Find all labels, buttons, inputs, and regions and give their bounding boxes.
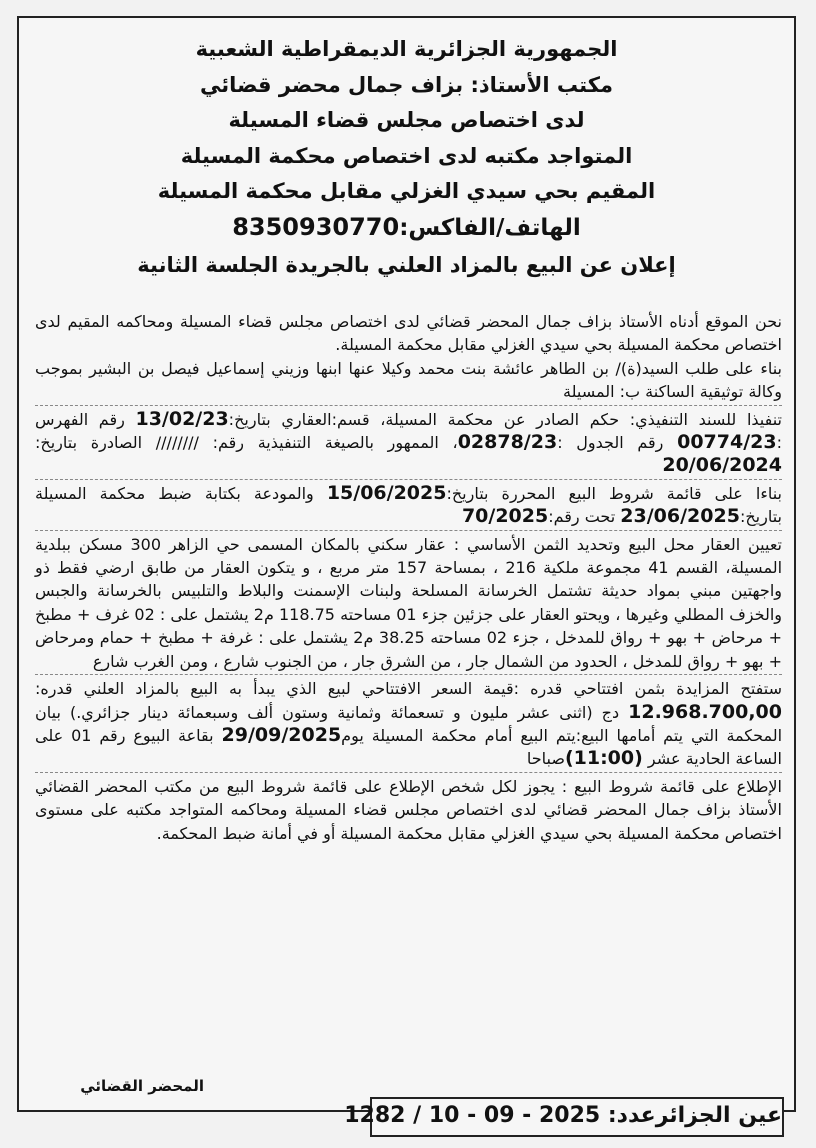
phone-label: الهاتف/الفاكس: [399, 214, 581, 241]
conditions-text: والمودعة بكتابة ضبط محكمة المسيلة بتاريخ: [35, 483, 782, 527]
auction-text: صباحا [526, 749, 565, 769]
reference-label: عين الجزائرعدد: [607, 1103, 782, 1128]
signature-title: المحضر القضائي [80, 1077, 204, 1095]
notice-paragraph: الإطلاع على قائمة شروط البيع : يجوز لكل شخص الإطلاع على قائمة شروط البيع من مكتب المحضر القضائي الأستاذ بزاف جمال المحضر قضائي لدى اختصاص مجلس قضاء المسيلة ومحاكمه المتواجد مكتبه على مستوى اختصاص محكمة المسيلة بحي سيدي الغزلي مقابل محكمة المسيلة أو في أمانة ضبط المحكمة. [35, 776, 782, 843]
divider [35, 772, 782, 774]
sale-time: (11:00) [564, 747, 643, 770]
execution-text: رقم الجدول : [557, 433, 678, 453]
deposit-number: 70/2025 [461, 505, 549, 528]
divider [35, 674, 782, 676]
header [19, 32, 794, 284]
conditions-date: 15/06/2025 [326, 481, 447, 504]
execution-text: تنفيذا للسند التنفيذي: حكم الصادر عن محكمة المسيلة، قسم:العقاري بتاريخ: [228, 409, 782, 429]
address-line: المقيم بحي سيدي الغزلي مقابل محكمة المسيلة [157, 179, 656, 203]
notice-body [35, 310, 782, 845]
intro-paragraph: نحن الموقع أدناه الأستاذ بزاف جمال المحضر قضائي لدى اختصاص مجلس قضاء المسيلة ومحاكمه المقيم لدى اختصاص محكمة المسيلة بحي سيدي الغزلي مقابل محكمة المسيلة. [35, 312, 782, 355]
issued-date: 20/06/2024 [662, 454, 782, 477]
reference-number: 1282 / 10 - 09 - 2025 [344, 1103, 601, 1128]
deposit-date: 23/06/2025 [620, 505, 740, 528]
jurisdiction-line: لدى اختصاص مجلس قضاء المسيلة [228, 108, 585, 132]
index-number: 00774/23 [677, 431, 777, 454]
phone-line [19, 210, 794, 247]
property-paragraph: تعيين العقار محل البيع وتحديد الثمن الأساسي : عقار سكني بالمكان المسمى حي الزاهر 300 مسكن ببلدية المسيلة، القسم 41 مجموعة ملكية 216 ، بمساحة 157 متر مربع ، و يتكون العقار من طابق ارضي فقط ذو واجهتين مبني بمواد حديثة تشتمل الخرسانة المسلحة ولبنات الإسمنت والبلاط والتلبيس بالخرسانة والجبس والخزف المطلي وغيرها ، ويحتو العقار على جزئين جزء 01 مساحته 118.75 م2 يشتمل على : 02 غرف + مطبخ + مرحاض + بهو + رواق للمدخل ، جزء 02 مساحته 38.25 م2 يشتمل على : غرفة + مطبخ + حمام ومرحاض + بهو + رواق للمدخل ، الحدود من الشمال جار ، من الشرق جار ، من الجنوب شارع ، ومن الغرب شارع [35, 534, 783, 671]
auction-text: ستفتح المزايدة بثمن افتتاحي قدره :قيمة السعر الافتتاحي لبيع الذي يبدأ به البيع بالمزاد العلني قدره: [35, 679, 782, 699]
publication-reference [344, 1097, 784, 1137]
request-paragraph: بناء على طلب السيد(ة)/ بن الطاهر عائشة بنت محمد وكيلا عنها ابنها وزيني إسماعيل فيصل بن البشير بموجب وكالة توثيقية الساكنة ب: المسيلة [35, 358, 782, 402]
location-line: المتواجد مكتبه لدى اختصاص محكمة المسيلة [180, 143, 633, 168]
auction-text: دج (اثنى عشر مليون و تسعمائة وثمانية وستون ألف وسبعمائة دينار جزائري.) بيان المحكمة التي يتم أمامها البيع:يتم البيع أمام محكمة المسيلة يوم [35, 702, 783, 745]
opening-price: 12.968.700,00 [628, 700, 782, 723]
notice-frame [17, 16, 796, 1112]
conditions-paragraph [35, 482, 782, 529]
conditions-text: بناءا على قائمة شروط البيع المحررة بتاريخ: [446, 483, 783, 503]
judgment-date: 13/02/23 [135, 407, 229, 430]
sale-date: 29/09/2025 [221, 723, 342, 746]
execution-text: ، الممهور بالصيغة التنفيذية رقم: //////// الصادرة بتاريخ: [35, 433, 458, 453]
divider [35, 479, 782, 481]
auction-paragraph [35, 677, 782, 771]
table-number: 02878/23 [457, 431, 558, 454]
divider [35, 530, 782, 532]
divider [35, 405, 782, 407]
execution-paragraph [35, 408, 782, 478]
republic-title: الجمهورية الجزائرية الديمقراطية الشعبية [195, 37, 618, 61]
execution-text: رقم الفهرس : [35, 409, 782, 453]
office-line: مكتب الأستاذ: بزاف جمال محضر قضائي [200, 72, 613, 97]
auction-text: بقاعة البيوع رقم 01 على الساعة الحادية عشر [35, 725, 782, 769]
phone-number: 8350930770 [232, 212, 400, 241]
conditions-text: تحت رقم: [548, 507, 621, 527]
announcement-title: إعلان عن البيع بالمزاد العلني بالجريدة الجلسة الثانية [137, 253, 676, 277]
